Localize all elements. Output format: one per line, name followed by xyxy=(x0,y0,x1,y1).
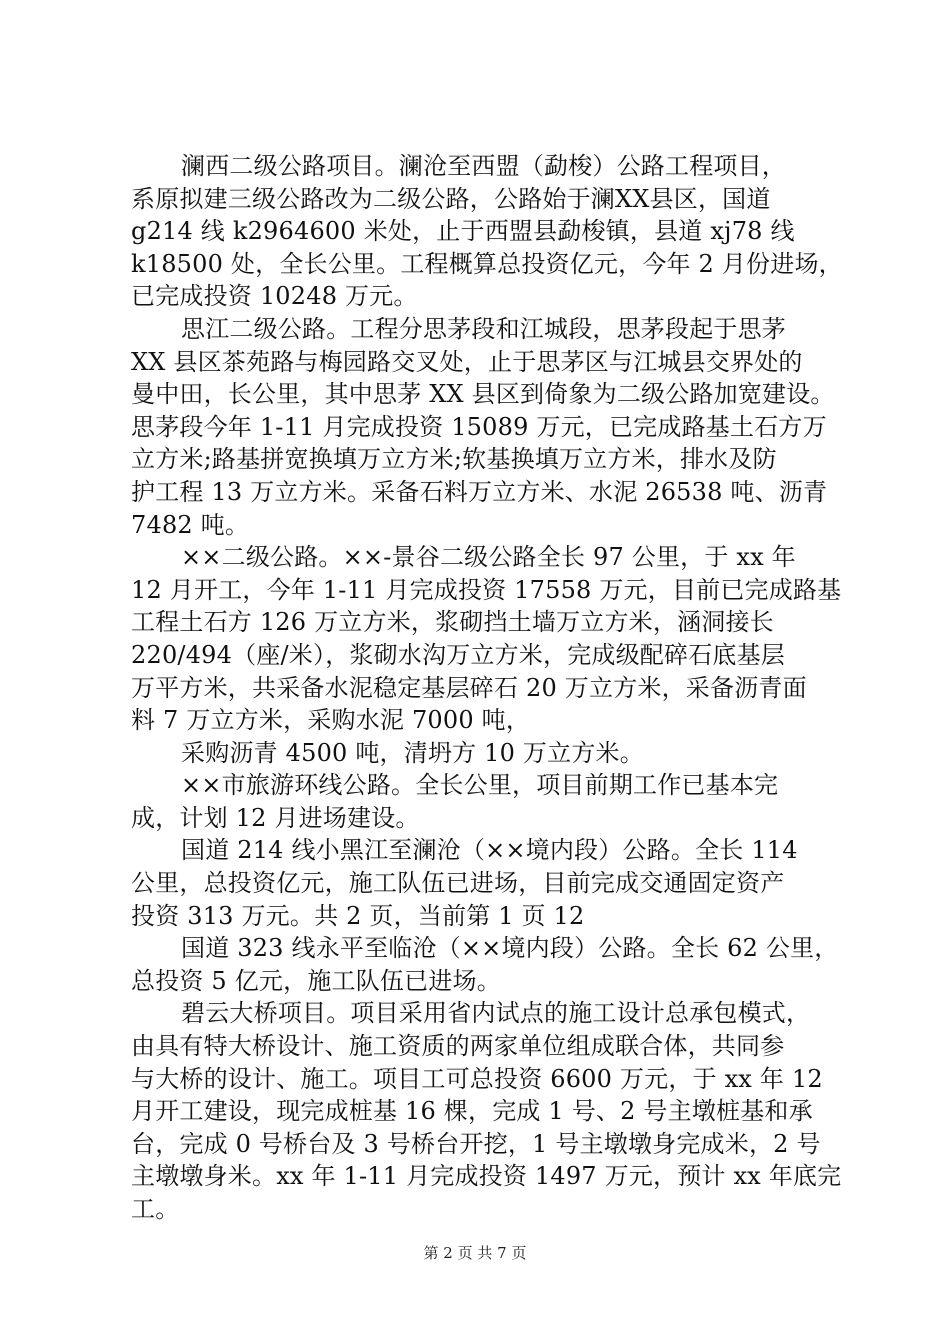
text-line: 曼中田，长公里，其中思茅 XX 县区到倚象为二级公路加宽建设。 xyxy=(131,380,835,409)
text-line: 与大桥的设计、施工。项目工可总投资 6600 万元，于 xx 年 12 xyxy=(131,1064,823,1093)
text-line: 碧云大桥项目。项目采用省内试点的施工设计总承包模式， xyxy=(181,999,811,1028)
text-line: 国道 214 线小黑江至澜沧（××境内段）公路。全长 114 xyxy=(181,836,798,865)
text-line: 思茅段今年 1-11 月完成投资 15089 万元，已完成路基土石方万 xyxy=(131,412,827,441)
text-line: ××二级公路。××-景谷二级公路全长 97 公里，于 xx 年 xyxy=(181,543,796,572)
text-line: 已完成投资 10248 万元。 xyxy=(131,282,418,311)
text-line: 总投资 5 亿元，施工队伍已进场。 xyxy=(131,966,501,995)
text-line: 思江二级公路。工程分思茅段和江城段，思茅段起于思茅 xyxy=(181,314,786,343)
text-line: g214 线 k2964600 米处，止于西盟县勐梭镇，县道 xj78 线 xyxy=(131,217,795,246)
text-line: XX 县区茶苑路与梅园路交叉处，止于思茅区与江城县交界处的 xyxy=(131,347,803,376)
text-line: 工。 xyxy=(131,1195,180,1223)
text-line: 由具有特大桥设计、施工资质的两家单位组成联合体，共同参 xyxy=(131,1032,785,1061)
text-line: 月开工建设，现完成桩基 16 棵，完成 1 号、2 号主墩桩基和承 xyxy=(131,1097,813,1126)
text-line: k18500 处，全长公里。工程概算总投资亿元，今年 2 月份进场， xyxy=(131,249,843,278)
text-line: 成，计划 12 月进场建设。 xyxy=(131,803,420,832)
text-line: 工程土石方 126 万立方米，浆砌挡土墙万立方米，涵洞接长 xyxy=(131,608,774,637)
text-line: 7482 吨。 xyxy=(131,510,250,539)
text-line: 公里，总投资亿元，施工队伍已进场，目前完成交通固定资产 xyxy=(131,869,785,898)
text-line: 系原拟建三级公路改为二级公路，公路始于澜XX县区，国道 xyxy=(131,184,771,213)
page-footer: 第 2 页 共 7 页 xyxy=(423,1244,527,1262)
text-line: 主墩墩身米。xx 年 1-11 月完成投资 1497 万元，预计 xx 年底完 xyxy=(131,1162,842,1191)
document-body xyxy=(131,150,843,1226)
text-line: 立方米;路基拼宽换填万立方米;软基换填万立方米，排水及防 xyxy=(131,445,777,474)
text-line: 12 月开工，今年 1-11 月完成投资 17558 万元，目前已完成路基 xyxy=(131,575,842,604)
text-line: ××市旅游环线公路。全长公里，项目前期工作已基本完 xyxy=(181,771,779,800)
text-line: 采购沥青 4500 吨，清坍方 10 万立方米。 xyxy=(181,738,644,767)
text-line: 220/494（座/米），浆砌水沟万立方米，完成级配碎石底基层 xyxy=(131,640,785,669)
text-line: 料 7 万立方米，采购水泥 7000 吨， xyxy=(131,706,531,735)
text-line: 国道 323 线永平至临沧（××境内段）公路。全长 62 公里， xyxy=(181,934,839,963)
text-line: 台，完成 0 号桥台及 3 号桥台开挖，1 号主墩墩身完成米，2 号 xyxy=(131,1129,821,1158)
text-line: 万平方米，共采备水泥稳定基层碎石 20 万立方米，采备沥青面 xyxy=(131,673,807,702)
text-line: 护工程 13 万立方米。采备石料万立方米、水泥 26538 吨、沥青 xyxy=(131,477,828,506)
text-line: 澜西二级公路项目。澜沧至西盟（勐梭）公路工程项目， xyxy=(181,152,786,180)
text-line: 投资 313 万元。共 2 页，当前第 1 页 12 xyxy=(131,901,585,930)
